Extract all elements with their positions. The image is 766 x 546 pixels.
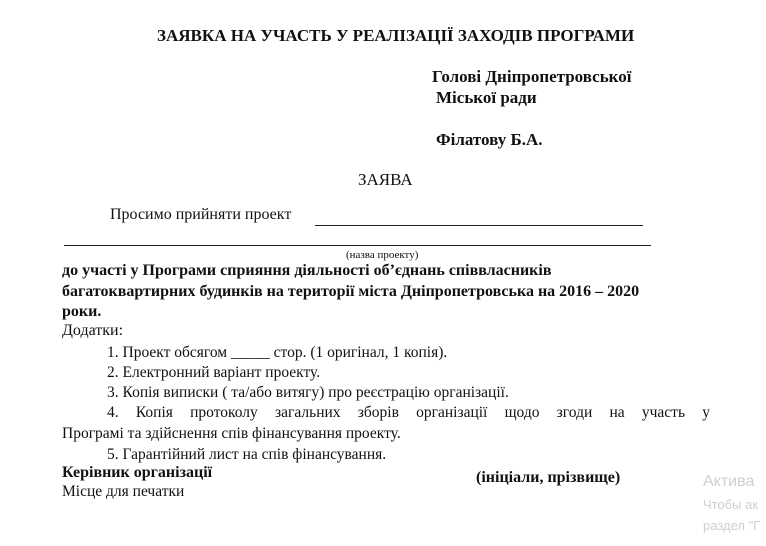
attachment-item-3: 3. Копія виписки ( та/або витягу) про реєстрацію організації.	[107, 384, 509, 401]
activation-watermark-line-1: Актива	[703, 473, 755, 490]
request-prefix: Просимо прийняти проект	[110, 206, 292, 223]
activation-watermark-line-3: раздел "Г	[703, 518, 761, 533]
attachment-item-1: 1. Проект обсягом _____ стор. (1 оригінал, 1 копія).	[107, 344, 448, 361]
statement-heading: ЗАЯВА	[358, 170, 413, 189]
project-name-line-1	[315, 225, 643, 226]
program-text-line-3: роки.	[62, 303, 102, 320]
project-name-caption: (назва проекту)	[346, 249, 419, 261]
program-text-line-2: багатоквартирних будинків на території міста Дніпропетровська на 2016 – 2020	[62, 283, 640, 300]
attachments-label: Додатки:	[62, 322, 124, 339]
addressee-name: Філатову Б.А.	[436, 130, 543, 149]
head-of-organization-label: Керівник організації	[62, 464, 213, 481]
attachment-item-5: 5. Гарантійний лист на спів фінансування.	[107, 446, 387, 463]
attachment-item-2: 2. Електронний варіант проекту.	[107, 364, 321, 381]
addressee-line-1: Голові Дніпропетровської	[432, 67, 632, 86]
activation-watermark-line-2: Чтобы ак	[703, 497, 759, 512]
attachment-item-4: 4. Копія протоколу загальних зборів організації щодо згоди на участь у	[107, 404, 710, 421]
seal-place-label: Місце для печатки	[62, 483, 185, 500]
addressee-line-2: Міської ради	[436, 88, 537, 107]
document-title: ЗАЯВКА НА УЧАСТЬ У РЕАЛІЗАЦІЇ ЗАХОДІВ ПРОГРАМИ	[157, 26, 635, 45]
program-text-line-1: до участі у Програми сприяння діяльності об’єднань співвласників	[62, 262, 552, 279]
project-name-line-2	[64, 245, 651, 246]
attachment-item-4-continued: Програмі та здійснення спів фінансування проекту.	[62, 425, 401, 442]
initials-surname-label: (ініціали, прізвище)	[476, 469, 621, 486]
